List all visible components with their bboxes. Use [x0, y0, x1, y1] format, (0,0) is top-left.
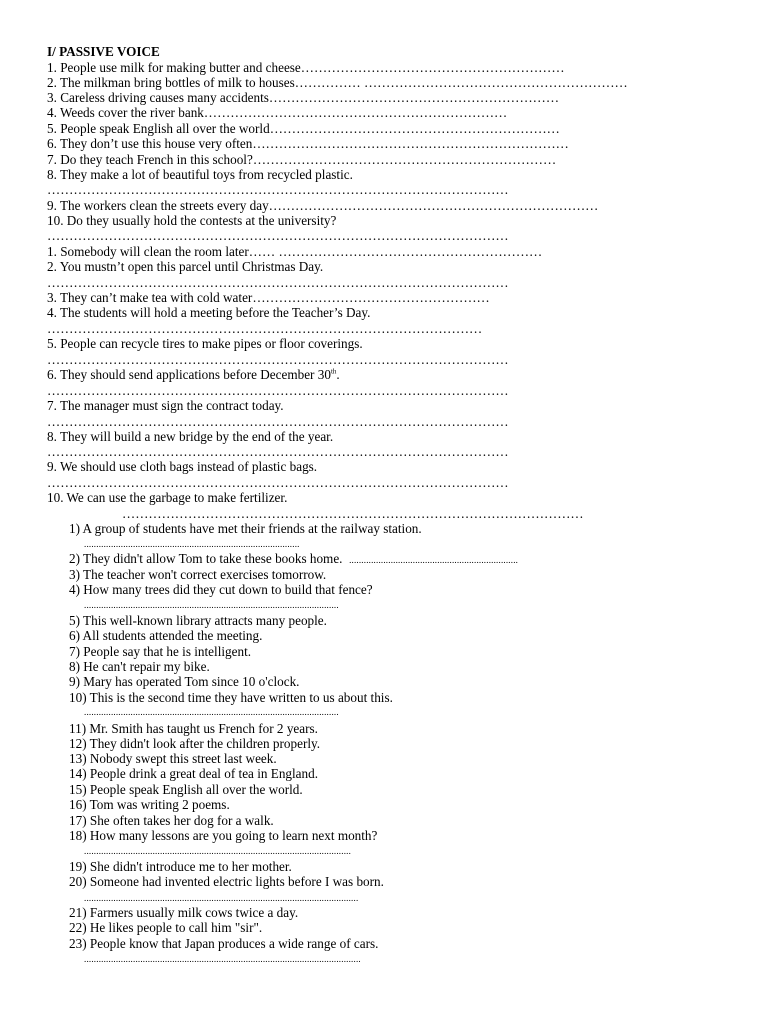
answer-line[interactable]: …………………………………………………………………………………………… — [47, 228, 509, 243]
exercise-item: 10. We can use the garbage to make fertilizer. — [47, 490, 288, 505]
exercise-item: 4. Weeds cover the river bank…………………………………………………………… — [47, 105, 508, 120]
ordinal-suffix: th — [330, 367, 337, 376]
answer-line[interactable]: ........................................................................................ — [84, 539, 300, 549]
exercise-item: 7. The manager must sign the contract today. — [47, 398, 284, 413]
exercise-item: 1) A group of students have met their friends at the railway station. — [69, 521, 422, 536]
exercise-item: 6. They should send applications before December 30th. — [47, 367, 340, 382]
answer-line[interactable]: ........................................................................................................ — [84, 600, 339, 610]
exercise-item: 6. They don’t use this house very often……………………………………………………………… — [47, 136, 569, 151]
exercise-item: 3. They can’t make tea with cold water……………………………………………… — [47, 290, 490, 305]
exercise-item: 3) The teacher won't correct exercises tomorrow. — [69, 567, 327, 582]
exercise-item: 6) All students attended the meeting. — [69, 628, 263, 643]
exercise-item: 2. You mustn’t open this parcel until Christmas Day. — [47, 259, 324, 274]
exercise-item: 4. The students will hold a meeting before the Teacher’s Day. — [47, 305, 371, 320]
exercise-item: 5) This well-known library attracts many people. — [69, 613, 327, 628]
exercise-item: 22) He likes people to call him "sir". — [69, 920, 263, 935]
answer-line[interactable]: …………………………………………………………………………………………… — [47, 275, 509, 290]
exercise-item: 2) They didn't allow Tom to take these books home. ..................................................................... — [69, 551, 519, 566]
exercise-item: 1. Somebody will clean the room later…… …………………………………………………… — [47, 244, 543, 259]
exercise-item: 18) How many lessons are you going to learn next month? — [69, 828, 378, 843]
answer-line[interactable]: ................................................................................................................ — [84, 893, 359, 903]
answer-line[interactable]: …………………………………………………………………………………………… — [47, 383, 509, 398]
exercise-item: 9. We should use cloth bags instead of plastic bags. — [47, 459, 318, 474]
exercise-item: 23) People know that Japan produces a wide range of cars. — [69, 936, 379, 951]
exercise-item: 8. They will build a new bridge by the end of the year. — [47, 429, 334, 444]
exercise-item: 20) Someone had invented electric lights before I was born. — [69, 874, 384, 889]
answer-line[interactable]: …………………………………………………………………………………………… — [47, 352, 509, 367]
section-title: I/ PASSIVE VOICE — [47, 44, 160, 59]
exercise-item: 9) Mary has operated Tom since 10 o'clock. — [69, 674, 300, 689]
exercise-item: 11) Mr. Smith has taught us French for 2 years. — [69, 721, 318, 736]
exercise-item: 14) People drink a great deal of tea in England. — [69, 766, 319, 781]
exercise-item: 17) She often takes her dog for a walk. — [69, 813, 274, 828]
exercise-item: 7) People say that he is intelligent. — [69, 644, 252, 659]
exercise-item: 8. They make a lot of beautiful toys from recycled plastic. — [47, 167, 353, 182]
exercise-item: 16) Tom was writing 2 poems. — [69, 797, 230, 812]
exercise-item: 3. Careless driving causes many accidents………………………………………………………… — [47, 90, 560, 105]
exercise-item: 7. Do they teach French in this school?…………………………………………………………… — [47, 152, 557, 167]
answer-line[interactable]: ............................................................................................................. — [84, 846, 352, 856]
answer-line[interactable]: …………………………………………………………………………………………… — [47, 414, 509, 429]
exercise-item: 19) She didn't introduce me to her mother. — [69, 859, 292, 874]
exercise-item: 8) He can't repair my bike. — [69, 659, 210, 674]
exercise-item: 10) This is the second time they have written to us about this. — [69, 690, 393, 705]
answer-line[interactable]: ……………………………………………………………………………………… — [47, 321, 483, 336]
answer-line[interactable]: …………………………………………………………………………………………… — [47, 475, 509, 490]
answer-line[interactable]: ..................................................................... — [349, 555, 519, 565]
exercise-item: 4) How many trees did they cut down to build that fence? — [69, 582, 373, 597]
exercise-item: 21) Farmers usually milk cows twice a day. — [69, 905, 299, 920]
answer-line[interactable]: ................................................................................................................. — [84, 954, 361, 964]
exercise-item: 5. People speak English all over the world………………………………………………………… — [47, 121, 560, 136]
exercise-item: 9. The workers clean the streets every day………………………………………………………………… — [47, 198, 599, 213]
exercise-item: 10. Do they usually hold the contests at the university? — [47, 213, 337, 228]
answer-line[interactable]: …………………………………………………………………………………………… — [47, 182, 509, 197]
exercise-item: 2. The milkman bring bottles of milk to houses…………… …………………………………………………… — [47, 75, 628, 90]
exercise-item: 1. People use milk for making butter and cheese…………………………………………………… — [47, 60, 565, 75]
answer-line[interactable]: …………………………………………………………………………………………… — [122, 506, 584, 521]
exercise-item: 13) Nobody swept this street last week. — [69, 751, 277, 766]
answer-line[interactable]: …………………………………………………………………………………………… — [47, 444, 509, 459]
exercise-item: 12) They didn't look after the children properly. — [69, 736, 321, 751]
exercise-item: 5. People can recycle tires to make pipes or floor coverings. — [47, 336, 363, 351]
exercise-item: 15) People speak English all over the world. — [69, 782, 303, 797]
answer-line[interactable]: ........................................................................................................ — [84, 707, 339, 717]
